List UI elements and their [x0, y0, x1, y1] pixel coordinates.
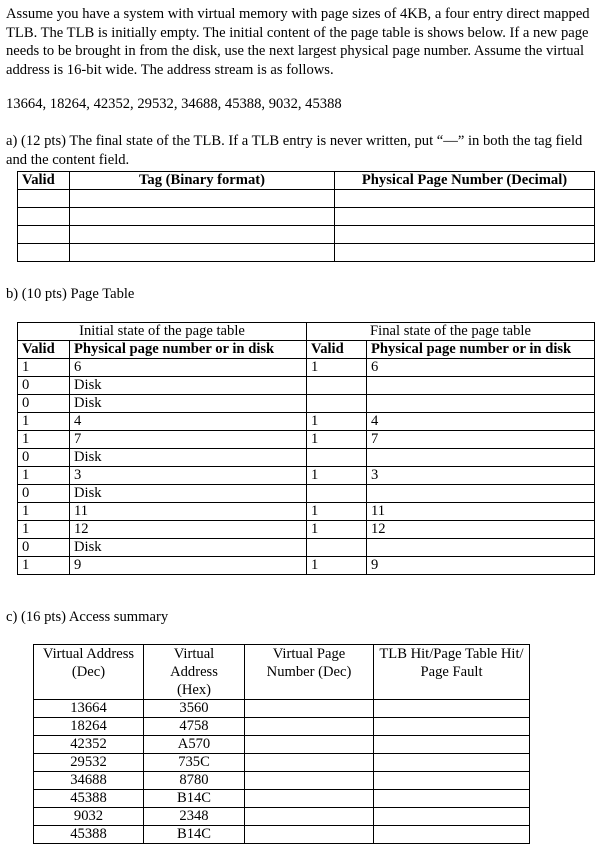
header-va-hex: Virtual Address (Hex): [144, 645, 245, 700]
cell-valid-final: [307, 449, 367, 467]
access-row: [34, 700, 530, 718]
cell-result[interactable]: [374, 772, 530, 790]
header-result: TLB Hit/Page Table Hit/ Page Fault: [374, 645, 530, 700]
header-ppn-initial: Physical page number or in disk: [70, 341, 307, 359]
tlb-cell-tag[interactable]: [70, 190, 335, 208]
page-table-row: [18, 413, 595, 431]
cell-valid-final: 1: [307, 503, 367, 521]
cell-vpn[interactable]: [245, 808, 374, 826]
page-table-row: [18, 395, 595, 413]
cell-vpn[interactable]: [245, 736, 374, 754]
tlb-cell-valid[interactable]: [18, 226, 70, 244]
cell-vpn[interactable]: [245, 700, 374, 718]
access-row: [34, 772, 530, 790]
tlb-table: [17, 171, 595, 262]
final-state-title: Final state of the page table: [307, 323, 595, 341]
access-row: [34, 718, 530, 736]
page-table-row: [18, 557, 595, 575]
cell-ppn-final: 3: [367, 467, 595, 485]
cell-ppn-initial: 4: [70, 413, 307, 431]
tlb-cell-ppn[interactable]: [335, 226, 595, 244]
tlb-row: [18, 208, 595, 226]
header-valid-final: Valid: [307, 341, 367, 359]
page-table-row: [18, 521, 595, 539]
cell-valid-initial: 0: [18, 449, 70, 467]
tlb-header-valid: Valid: [18, 172, 70, 190]
tlb-cell-ppn[interactable]: [335, 190, 595, 208]
cell-ppn-initial: Disk: [70, 449, 307, 467]
cell-ppn-final: 9: [367, 557, 595, 575]
cell-valid-initial: 0: [18, 539, 70, 557]
part-a-prompt: a) (12 pts) The final state of the TLB. If a TLB entry is never written, put “—” in both the tag field and the content field.: [6, 133, 583, 168]
cell-vpn[interactable]: [245, 826, 374, 844]
access-row: [34, 808, 530, 826]
cell-va-hex: 3560: [144, 700, 245, 718]
cell-valid-final: [307, 377, 367, 395]
cell-ppn-final: [367, 485, 595, 503]
cell-va-dec: 45388: [34, 826, 144, 844]
cell-va-hex: B14C: [144, 826, 245, 844]
cell-result[interactable]: [374, 700, 530, 718]
cell-valid-initial: 0: [18, 395, 70, 413]
cell-ppn-initial: 9: [70, 557, 307, 575]
header-ppn-final: Physical page number or in disk: [367, 341, 595, 359]
cell-va-hex: A570: [144, 736, 245, 754]
cell-ppn-final: 6: [367, 359, 595, 377]
cell-valid-initial: 0: [18, 485, 70, 503]
cell-vpn[interactable]: [245, 754, 374, 772]
tlb-cell-tag[interactable]: [70, 208, 335, 226]
cell-valid-initial: 1: [18, 359, 70, 377]
cell-va-dec: 42352: [34, 736, 144, 754]
cell-result[interactable]: [374, 808, 530, 826]
cell-valid-final: 1: [307, 557, 367, 575]
tlb-cell-tag[interactable]: [70, 244, 335, 262]
cell-va-hex: 4758: [144, 718, 245, 736]
cell-ppn-initial: 7: [70, 431, 307, 449]
header-va-dec: Virtual Address (Dec): [34, 645, 144, 700]
tlb-cell-ppn[interactable]: [335, 208, 595, 226]
cell-ppn-initial: 12: [70, 521, 307, 539]
cell-valid-initial: 1: [18, 467, 70, 485]
page-table-row: [18, 503, 595, 521]
page-table: [17, 322, 595, 575]
cell-ppn-initial: 11: [70, 503, 307, 521]
cell-ppn-initial: Disk: [70, 377, 307, 395]
cell-valid-initial: 1: [18, 521, 70, 539]
access-summary-table: [33, 644, 530, 844]
tlb-cell-valid[interactable]: [18, 208, 70, 226]
cell-va-hex: 8780: [144, 772, 245, 790]
cell-va-dec: 29532: [34, 754, 144, 772]
cell-va-dec: 34688: [34, 772, 144, 790]
cell-va-dec: 13664: [34, 700, 144, 718]
tlb-cell-valid[interactable]: [18, 244, 70, 262]
cell-ppn-initial: Disk: [70, 395, 307, 413]
cell-ppn-final: [367, 539, 595, 557]
page-table-row: [18, 467, 595, 485]
cell-ppn-final: 4: [367, 413, 595, 431]
access-row: [34, 790, 530, 808]
cell-va-hex: B14C: [144, 790, 245, 808]
tlb-cell-valid[interactable]: [18, 190, 70, 208]
cell-ppn-final: 12: [367, 521, 595, 539]
cell-valid-final: 1: [307, 431, 367, 449]
tlb-row: [18, 244, 595, 262]
initial-state-title: Initial state of the page table: [18, 323, 307, 341]
cell-ppn-final: [367, 395, 595, 413]
cell-valid-final: [307, 485, 367, 503]
access-row: [34, 736, 530, 754]
cell-valid-final: 1: [307, 413, 367, 431]
cell-va-dec: 18264: [34, 718, 144, 736]
tlb-row: [18, 190, 595, 208]
intro-paragraph: Assume you have a system with virtual memory with page sizes of 4KB, a four entry direct mapped TLB. The TLB is initially empty. The initial content of the page table is shows below. If a new page needs to be brought in from the disk, use the next largest physical page number. Assume the virtual address is 16-bit wide. The address stream is as follows.: [6, 6, 590, 79]
cell-valid-final: [307, 395, 367, 413]
access-row: [34, 754, 530, 772]
access-row: [34, 826, 530, 844]
cell-valid-initial: 1: [18, 557, 70, 575]
cell-result[interactable]: [374, 790, 530, 808]
cell-valid-final: [307, 539, 367, 557]
cell-va-hex: 2348: [144, 808, 245, 826]
cell-va-dec: 9032: [34, 808, 144, 826]
cell-ppn-final: [367, 449, 595, 467]
cell-va-hex: 735C: [144, 754, 245, 772]
cell-ppn-initial: 3: [70, 467, 307, 485]
page-table-row: [18, 485, 595, 503]
page-table-row: [18, 377, 595, 395]
cell-ppn-final: [367, 377, 595, 395]
cell-result[interactable]: [374, 718, 530, 736]
cell-vpn[interactable]: [245, 772, 374, 790]
address-stream: 13664, 18264, 42352, 29532, 34688, 45388, 9032, 45388: [6, 96, 342, 112]
tlb-header-ppn: Physical Page Number (Decimal): [335, 172, 595, 190]
cell-ppn-final: 7: [367, 431, 595, 449]
cell-ppn-final: 11: [367, 503, 595, 521]
cell-valid-initial: 0: [18, 377, 70, 395]
page-table-row: [18, 449, 595, 467]
cell-valid-initial: 1: [18, 413, 70, 431]
cell-ppn-initial: 6: [70, 359, 307, 377]
tlb-cell-tag[interactable]: [70, 226, 335, 244]
cell-result[interactable]: [374, 754, 530, 772]
cell-vpn[interactable]: [245, 790, 374, 808]
tlb-cell-ppn[interactable]: [335, 244, 595, 262]
cell-va-dec: 45388: [34, 790, 144, 808]
part-c-prompt: c) (16 pts) Access summary: [6, 609, 169, 625]
cell-result[interactable]: [374, 826, 530, 844]
tlb-row: [18, 226, 595, 244]
cell-valid-final: 1: [307, 467, 367, 485]
header-vpn: Virtual Page Number (Dec): [245, 645, 374, 700]
cell-ppn-initial: Disk: [70, 539, 307, 557]
cell-result[interactable]: [374, 736, 530, 754]
cell-valid-initial: 1: [18, 431, 70, 449]
page-table-row: [18, 539, 595, 557]
header-valid-initial: Valid: [18, 341, 70, 359]
cell-valid-final: 1: [307, 359, 367, 377]
tlb-header-tag: Tag (Binary format): [70, 172, 335, 190]
page-table-row: [18, 359, 595, 377]
cell-ppn-initial: Disk: [70, 485, 307, 503]
page-table-row: [18, 431, 595, 449]
cell-vpn[interactable]: [245, 718, 374, 736]
part-b-prompt: b) (10 pts) Page Table: [6, 286, 135, 302]
cell-valid-final: 1: [307, 521, 367, 539]
cell-valid-initial: 1: [18, 503, 70, 521]
